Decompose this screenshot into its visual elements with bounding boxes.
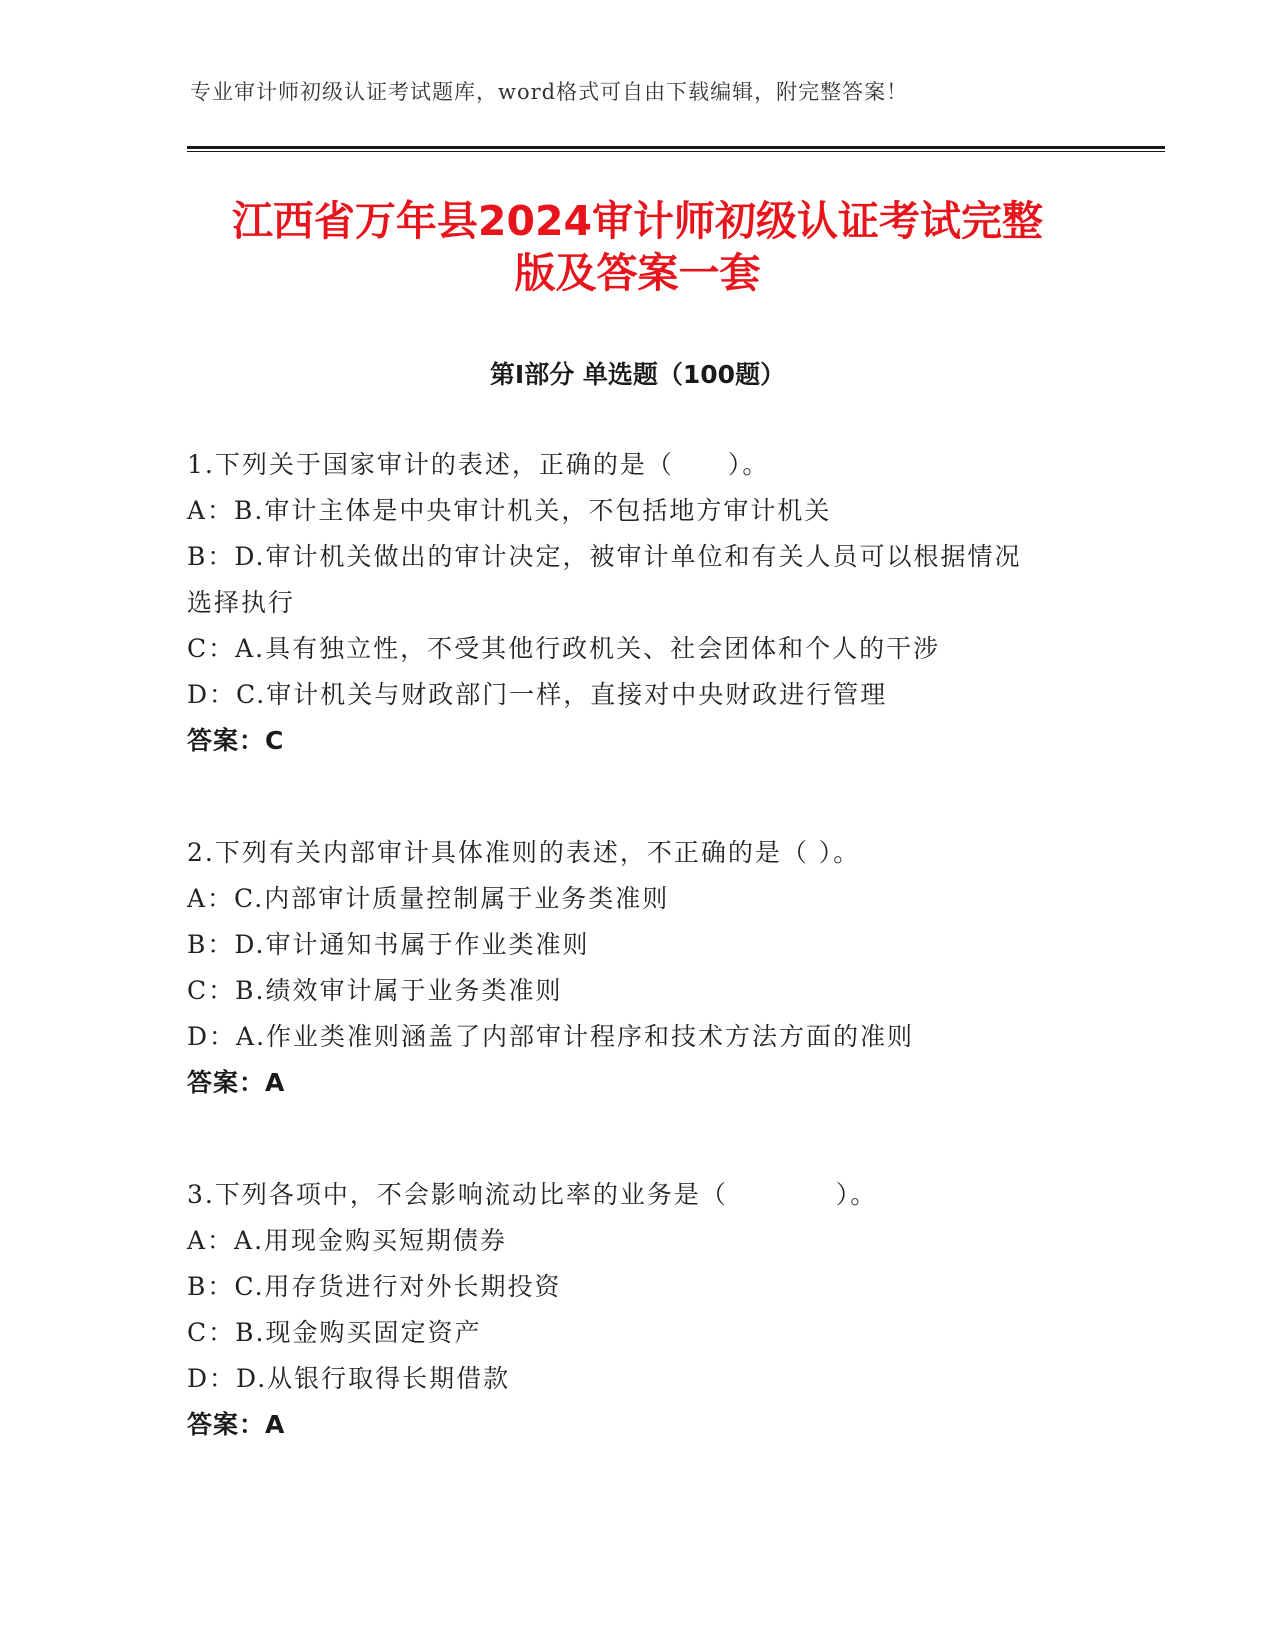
- question-option: D：A.作业类准则涵盖了内部审计程序和技术方法方面的准则: [187, 1022, 915, 1051]
- question-list: [187, 442, 1087, 1514]
- question-option: D：D.从银行取得长期借款: [187, 1364, 511, 1393]
- section-title: 第Ⅰ部分 单选题（100题）: [489, 360, 786, 389]
- question-answer: 答案：A: [187, 1410, 286, 1439]
- question-option-continued: 选择执行: [187, 588, 296, 617]
- question-option: A：A.用现金购买短期债券: [187, 1226, 508, 1255]
- question-answer: 答案：A: [187, 1068, 286, 1097]
- document-title-line-1: 江西省万年县2024审计师初级认证考试完整: [231, 197, 1044, 245]
- question-option: D：C.审计机关与财政部门一样，直接对中央财政进行管理: [187, 680, 888, 709]
- question-stem: 2.下列有关内部审计具体准则的表述，不正确的是（ ）。: [187, 838, 861, 867]
- question-option: C：B.绩效审计属于业务类准则: [187, 976, 563, 1005]
- page-header: 专业审计师初级认证考试题库，word格式可自由下载编辑，附完整答案！: [190, 80, 909, 104]
- question-3: [187, 1172, 1087, 1448]
- question-answer: 答案：C: [187, 726, 285, 755]
- question-option: B：C.用存货进行对外长期投资: [187, 1272, 562, 1301]
- question-option: C：B.现金购买固定资产: [187, 1318, 482, 1347]
- question-option: A：B.审计主体是中央审计机关，不包括地方审计机关: [187, 496, 832, 525]
- question-2: [187, 830, 1087, 1106]
- header-rule-thin: [187, 151, 1165, 152]
- question-stem: 1.下列关于国家审计的表述，正确的是（ ）。: [187, 450, 770, 479]
- question-1: [187, 442, 1087, 764]
- question-option: B：D.审计通知书属于作业类准则: [187, 930, 590, 959]
- document-title-line-2: 版及答案一套: [514, 249, 761, 297]
- question-option: C：A.具有独立性，不受其他行政机关、社会团体和个人的干涉: [187, 634, 941, 663]
- question-option: A：C.内部审计质量控制属于业务类准则: [187, 884, 670, 913]
- question-stem: 3.下列各项中，不会影响流动比率的业务是（ ）。: [187, 1180, 878, 1209]
- document-title: [150, 195, 1125, 299]
- question-option: B：D.审计机关做出的审计决定，被审计单位和有关人员可以根据情况: [187, 542, 1022, 571]
- header-rule-thick: [187, 146, 1165, 149]
